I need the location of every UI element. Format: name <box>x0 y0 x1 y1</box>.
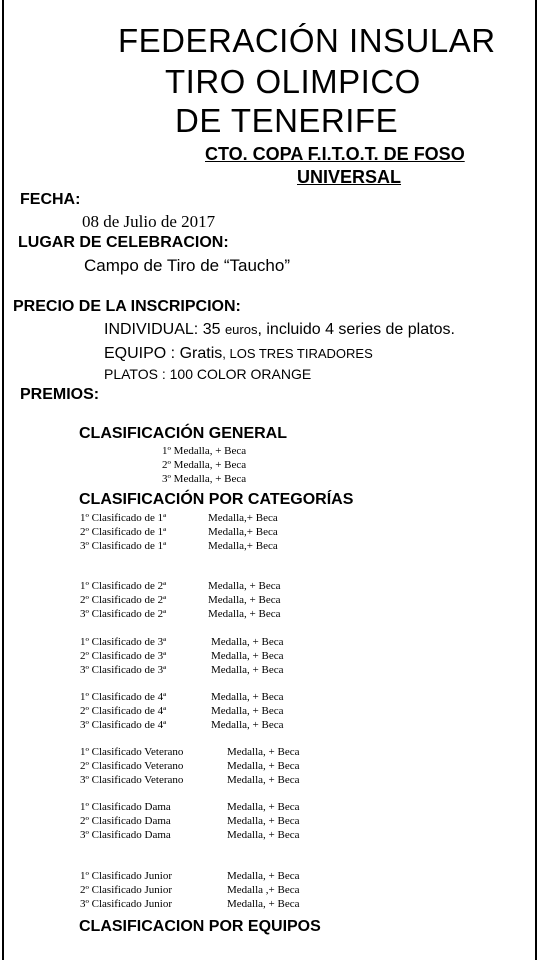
categoria-row-left: 3º Clasificado de 3ª <box>80 664 167 676</box>
lugar-value: Campo de Tiro de “Taucho” <box>84 256 290 275</box>
categoria-row-right: Medalla, + Beca <box>227 898 300 910</box>
categoria-row-right: Medalla, + Beca <box>227 829 300 841</box>
title-line-3: DE TENERIFE <box>175 102 399 139</box>
precio-equipo-b: , LOS TRES TIRADORES <box>222 346 373 361</box>
categoria-row-right: Medalla,+ Beca <box>208 540 278 552</box>
categoria-row-left: 1º Clasificado de 1ª <box>80 512 167 524</box>
title-line-2: TIRO OLIMPICO <box>165 63 421 100</box>
categoria-row-right: Medalla, + Beca <box>227 815 300 827</box>
fecha-value: 08 de Julio de 2017 <box>82 212 216 231</box>
precio-equipo-a: EQUIPO : Gratis <box>104 345 223 362</box>
categoria-row-left: 3º Clasificado Veterano <box>80 774 184 786</box>
general-row: 3º Medalla, + Beca <box>162 473 247 485</box>
general-heading: CLASIFICACIÓN GENERAL <box>79 425 287 442</box>
categoria-row-left: 1º Clasificado de 3ª <box>80 636 167 648</box>
categoria-row-left: 2º Clasificado de 1ª <box>80 526 167 538</box>
precio-label: PRECIO DE LA INSCRIPCION: <box>13 298 241 315</box>
categoria-row-left: 1º Clasificado de 2ª <box>80 580 167 592</box>
categoria-row-left: 1º Clasificado Junior <box>80 870 173 882</box>
categoria-row-right: Medalla, + Beca <box>211 719 284 731</box>
categoria-row-right: Medalla, + Beca <box>211 636 284 648</box>
precio-individual-a: INDIVIDUAL: 35 <box>104 321 225 338</box>
categoria-row-left: 3º Clasificado de 4ª <box>80 719 167 731</box>
general-row: 2º Medalla, + Beca <box>162 459 247 471</box>
categoria-row-right: Medalla, + Beca <box>211 650 284 662</box>
categoria-row-left: 2º Clasificado Dama <box>80 815 171 827</box>
categoria-row-left: 3º Clasificado de 2ª <box>80 608 167 620</box>
categoria-row-left: 2º Clasificado Veterano <box>80 760 184 772</box>
categoria-row-left: 1º Clasificado de 4ª <box>80 691 167 703</box>
precio-individual <box>104 322 455 338</box>
precio-individual-b: euros <box>224 322 258 337</box>
categoria-row-right: Medalla ,+ Beca <box>227 884 300 896</box>
categoria-row-left: 2º Clasificado Junior <box>80 884 173 896</box>
precio-equipo <box>104 346 373 362</box>
categoria-row-left: 3º Clasificado Dama <box>80 829 171 841</box>
categoria-row-right: Medalla, + Beca <box>208 608 281 620</box>
fecha-label: FECHA: <box>20 191 81 208</box>
categoria-row-left: 1º Clasificado Dama <box>80 801 171 813</box>
subtitle-line-2: UNIVERSAL <box>297 167 402 187</box>
categoria-row-left: 3º Clasificado de 1ª <box>80 540 167 552</box>
precio-individual-c: , incluido 4 series de platos. <box>257 321 455 338</box>
precio-platos: PLATOS : 100 COLOR ORANGE <box>104 366 312 382</box>
categoria-row-right: Medalla,+ Beca <box>208 512 278 524</box>
categoria-row-right: Medalla, + Beca <box>211 691 284 703</box>
equipos-heading: CLASIFICACION POR EQUIPOS <box>79 918 321 935</box>
categoria-row-right: Medalla,+ Beca <box>208 526 278 538</box>
general-row: 1º Medalla, + Beca <box>162 445 247 457</box>
premios-label: PREMIOS: <box>20 386 100 403</box>
categoria-row-left: 2º Clasificado de 3ª <box>80 650 167 662</box>
categorias-heading: CLASIFICACIÓN POR CATEGORÍAS <box>79 491 354 508</box>
categoria-row-right: Medalla, + Beca <box>208 594 281 606</box>
categoria-row-left: 3º Clasificado Junior <box>80 898 173 910</box>
categoria-row-left: 2º Clasificado de 2ª <box>80 594 167 606</box>
categoria-row-right: Medalla, + Beca <box>227 746 300 758</box>
categoria-row-right: Medalla, + Beca <box>227 801 300 813</box>
title-line-1: FEDERACIÓN INSULAR <box>118 22 496 59</box>
categoria-row-right: Medalla, + Beca <box>227 760 300 772</box>
categoria-row-left: 2º Clasificado de 4ª <box>80 705 167 717</box>
lugar-label: LUGAR DE CELEBRACION: <box>18 234 229 251</box>
categoria-row-right: Medalla, + Beca <box>211 664 284 676</box>
categoria-row-right: Medalla, + Beca <box>227 774 300 786</box>
subtitle-line-1: CTO. COPA F.I.T.O.T. DE FOSO <box>205 144 465 164</box>
categoria-row-right: Medalla, + Beca <box>227 870 300 882</box>
categoria-row-left: 1º Clasificado Veterano <box>80 746 184 758</box>
categoria-row-right: Medalla, + Beca <box>208 580 281 592</box>
categoria-row-right: Medalla, + Beca <box>211 705 284 717</box>
